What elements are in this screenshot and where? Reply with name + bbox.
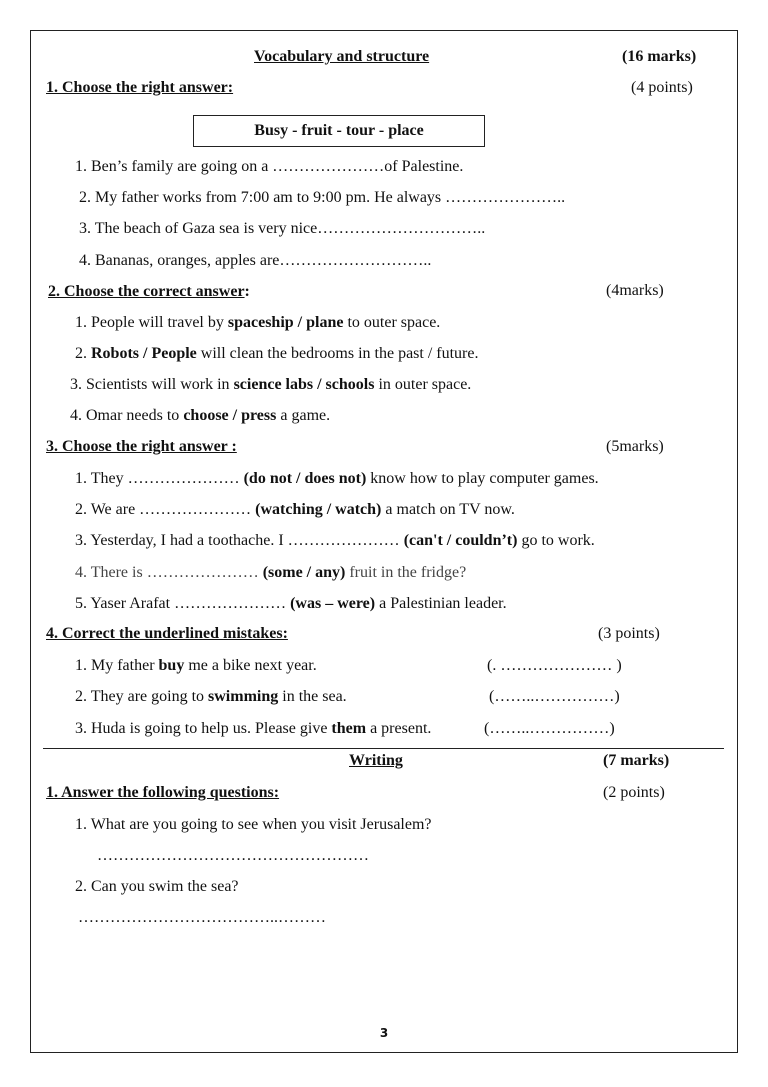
word-box: Busy - fruit - tour - place xyxy=(193,115,485,147)
answer-line-2[interactable]: ………………………………..……… xyxy=(78,909,326,926)
section2-heading: 2. Choose the correct answer xyxy=(48,283,245,300)
s3-item-1: 1. They ………………… (do not / does not) know how to play computer games. xyxy=(75,470,599,487)
page-number: 3 xyxy=(379,1026,389,1040)
s4-blank-2[interactable]: (……..……………) xyxy=(489,688,620,705)
s3-item-3: 3. Yesterday, I had a toothache. I ………………… (can't / couldn’t) go to work. xyxy=(75,532,595,549)
section-divider xyxy=(43,748,724,749)
s1-item-4: 4. Bananas, oranges, apples are……………………….. xyxy=(79,252,432,269)
vocab-title: Vocabulary and structure xyxy=(254,48,430,65)
section4-points: (3 points) xyxy=(598,625,660,642)
section1-heading: 1. Choose the right answer: xyxy=(46,79,234,96)
s4-item-2: 2. They are going to swimming in the sea. xyxy=(75,688,347,705)
question-1: 1. What are you going to see when you visit Jerusalem? xyxy=(75,816,432,833)
s4-item-1: 1. My father buy me a bike next year. xyxy=(75,657,317,674)
s3-item-2: 2. We are ………………… (watching / watch) a match on TV now. xyxy=(75,501,515,518)
section2-marks: (4marks) xyxy=(606,282,664,299)
s2-item-2: 2. Robots / People will clean the bedrooms in the past / future. xyxy=(75,345,479,362)
s4-blank-1[interactable]: (. ………………… ) xyxy=(487,657,622,674)
writing-title: Writing xyxy=(349,752,403,769)
section2-colon: : xyxy=(244,283,250,300)
vocab-marks: (16 marks) xyxy=(622,48,697,65)
s3-item-5: 5. Yaser Arafat ………………… (was – were) a Palestinian leader. xyxy=(75,595,507,612)
s2-item-1: 1. People will travel by spaceship / plane to outer space. xyxy=(75,314,441,331)
s1-item-3: 3. The beach of Gaza sea is very nice………………………….. xyxy=(79,220,486,237)
section3-heading: 3. Choose the right answer : xyxy=(46,438,237,455)
section3-marks: (5marks) xyxy=(606,438,664,455)
s3-item-4: 4. There is ………………… (some / any) fruit in the fridge? xyxy=(75,564,467,581)
section2-heading-row xyxy=(48,282,250,302)
writing-q-heading: 1. Answer the following questions: xyxy=(46,784,280,801)
section4-heading: 4. Correct the underlined mistakes: xyxy=(46,625,288,642)
s2-item-4: 4. Omar needs to choose / press a game. xyxy=(70,407,331,424)
section1-points: (4 points) xyxy=(631,79,693,96)
s2-item-3: 3. Scientists will work in science labs / schools in outer space. xyxy=(70,376,472,393)
writing-marks: (7 marks) xyxy=(603,752,670,769)
writing-q-points: (2 points) xyxy=(603,784,665,801)
s1-item-2: 2. My father works from 7:00 am to 9:00 pm. He always ………………….. xyxy=(79,189,566,206)
answer-line-1[interactable]: …………………………………………… xyxy=(97,847,369,864)
question-2: 2. Can you swim the sea? xyxy=(75,878,239,895)
s1-item-1: 1. Ben’s family are going on a …………………of Palestine. xyxy=(75,158,464,175)
s4-blank-3[interactable]: (……..……………) xyxy=(484,720,615,737)
s4-item-3: 3. Huda is going to help us. Please give them a present. xyxy=(75,720,432,737)
